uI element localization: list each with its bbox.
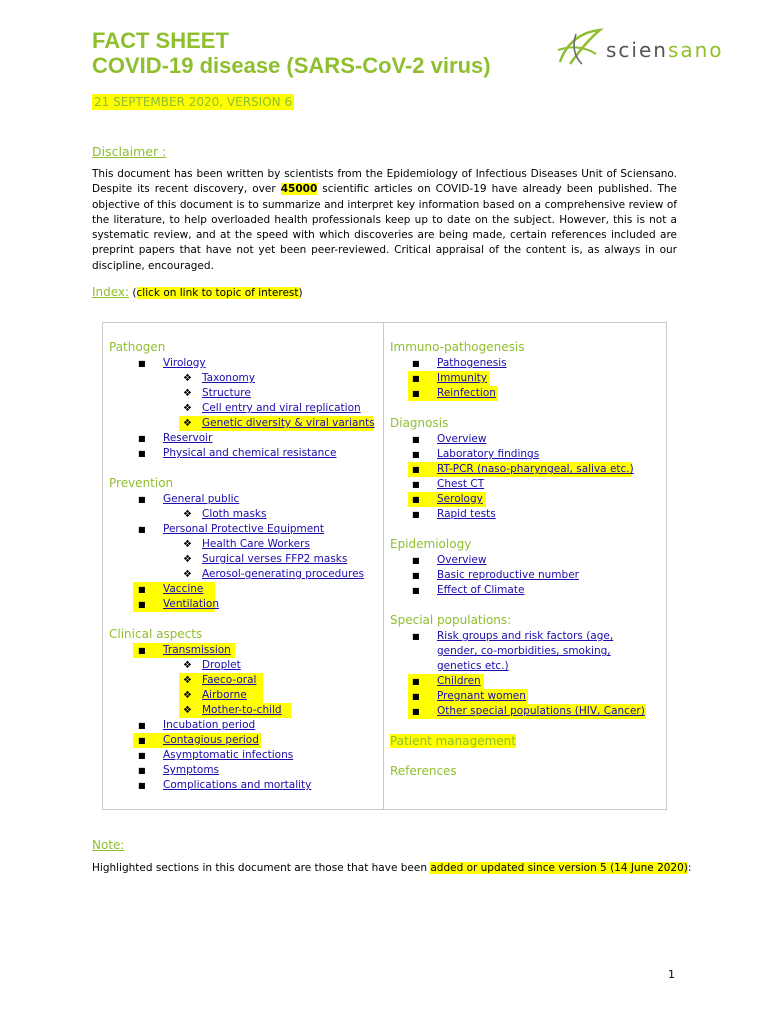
toc-link-label[interactable]: Serology <box>437 493 483 505</box>
disclaimer-text-part1: This document has been written by scientists from the Epidemiology of Infectious Diseases Unit of Sciensano. Despite its recent discovery, over <box>92 168 677 196</box>
toc-link-structure[interactable] <box>109 386 379 401</box>
toc-link-contagious[interactable] <box>109 733 379 748</box>
toc-link-label[interactable]: Cell entry and viral replication <box>202 402 361 414</box>
toc-heading-pathogen: Pathogen <box>109 340 166 354</box>
disclaimer-text <box>92 167 677 274</box>
toc-link-ventilation[interactable] <box>109 597 379 612</box>
toc-link-label[interactable]: Cloth masks <box>202 508 267 520</box>
toc-link-label[interactable]: Other special populations (HIV, Cancer) <box>437 705 645 717</box>
toc-link-label[interactable]: Pathogenesis <box>437 357 507 369</box>
toc-right-column <box>390 339 660 780</box>
toc-link-label[interactable]: Pregnant women <box>437 690 526 702</box>
square-bullet-icon: ■ <box>138 600 146 609</box>
index-paren-open: ( <box>129 287 137 299</box>
toc-link-label[interactable]: Incubation period <box>163 719 256 731</box>
toc-link-label[interactable]: Reinfection <box>437 387 496 399</box>
sciensano-leaf-logo-icon <box>556 24 606 68</box>
toc-link-cloth-masks[interactable] <box>109 507 379 522</box>
toc-heading-special: Special populations: <box>390 613 512 627</box>
square-bullet-icon: ■ <box>412 632 420 641</box>
toc-link-label[interactable]: Symptoms <box>163 764 220 776</box>
toc-link-surgical-ffp2[interactable] <box>109 552 379 567</box>
note-heading: Note: <box>92 838 125 852</box>
toc-link-epi-overview[interactable] <box>390 553 660 568</box>
toc-link-mother-child[interactable] <box>109 703 379 718</box>
square-bullet-icon: ■ <box>412 707 420 716</box>
toc-heading-immuno: Immuno-pathogenesis <box>390 340 525 354</box>
diamond-bullet-icon: ❖ <box>183 388 192 399</box>
toc-link-r0[interactable] <box>390 568 660 583</box>
square-bullet-icon: ■ <box>138 585 146 594</box>
index-label: Index: <box>92 285 130 299</box>
toc-link-label[interactable]: Transmission <box>163 644 231 656</box>
disclaimer-text-part2: scientific articles on COVID-19 have already been published. The objective of this document is to summarize and interpret key information based on a comprehensive review of the literature, to help overloaded health professionals keep up to date on the subject. However, this is not a systematic review, and at the speed with which discoveries are being made, certain references included are preprint papers that have not yet been peer-reviewed. Critical appraisal of the content is, as always in our discipline, encouraged. <box>92 183 677 272</box>
square-bullet-icon: ■ <box>412 510 420 519</box>
toc-link-label[interactable]: Vaccine <box>163 583 204 595</box>
toc-link-complications[interactable] <box>109 778 379 793</box>
square-bullet-icon: ■ <box>412 389 420 398</box>
toc-divider <box>383 322 384 809</box>
toc-link-label[interactable]: Health Care Workers <box>202 538 310 550</box>
toc-link-cell-entry[interactable] <box>109 401 379 416</box>
toc-link-climate[interactable] <box>390 583 660 598</box>
toc-link-aerosol[interactable] <box>109 567 379 582</box>
toc-link-general-public[interactable] <box>109 492 379 507</box>
document-title <box>92 28 491 78</box>
toc-link-label[interactable]: Airborne <box>202 689 247 701</box>
toc-link-label[interactable]: Rapid tests <box>437 508 496 520</box>
toc-link-label[interactable]: Aerosol-generating procedures <box>202 568 364 580</box>
toc-link-label[interactable]: Children <box>437 675 481 687</box>
square-bullet-icon: ■ <box>138 781 146 790</box>
square-bullet-icon: ■ <box>412 556 420 565</box>
square-bullet-icon: ■ <box>412 450 420 459</box>
diamond-bullet-icon: ❖ <box>183 660 192 671</box>
note-text-part1: Highlighted sections in this document are those that have been <box>92 862 431 874</box>
toc-heading-epidemiology: Epidemiology <box>390 537 472 551</box>
toc-link-reinfection[interactable] <box>390 386 660 401</box>
toc-link-hcw[interactable] <box>109 537 379 552</box>
toc-link-label[interactable]: Virology <box>163 357 206 369</box>
note-text <box>92 862 691 874</box>
toc-link-label[interactable]: Chest CT <box>437 478 485 490</box>
toc-link-asymptomatic[interactable] <box>109 748 379 763</box>
toc-link-label[interactable]: Overview <box>437 554 487 566</box>
toc-link-label[interactable]: Structure <box>202 387 251 399</box>
toc-link-rtpcr[interactable] <box>390 462 660 477</box>
toc-link-lab[interactable] <box>390 447 660 462</box>
square-bullet-icon: ■ <box>412 495 420 504</box>
toc-link-virology[interactable] <box>109 356 379 371</box>
square-bullet-icon: ■ <box>138 736 146 745</box>
toc-link-ppe[interactable] <box>109 522 379 537</box>
diamond-bullet-icon: ❖ <box>183 509 192 520</box>
toc-link-diag-overview[interactable] <box>390 432 660 447</box>
toc-heading-prevention: Prevention <box>109 476 174 490</box>
toc-link-label[interactable]: Surgical verses FFP2 masks <box>202 553 348 565</box>
title-line-2: COVID-19 disease (SARS-CoV-2 virus) <box>92 53 491 78</box>
toc-heading-references[interactable]: References <box>390 764 457 778</box>
toc-left-column <box>109 339 379 793</box>
toc-link-label[interactable]: Personal Protective Equipment <box>163 523 325 535</box>
toc-link-pregnant[interactable] <box>390 689 660 704</box>
toc-link-faeco-oral[interactable] <box>109 673 379 688</box>
toc-link-label[interactable]: Overview <box>437 433 487 445</box>
disclaimer-heading: Disclaimer : <box>92 144 167 159</box>
square-bullet-icon: ■ <box>412 359 420 368</box>
toc-link-pathogenesis[interactable] <box>390 356 660 371</box>
toc-link-label[interactable]: Physical and chemical resistance <box>163 447 337 459</box>
sciensano-logo <box>556 24 736 68</box>
toc-link-label[interactable]: Basic reproductive number <box>437 569 579 581</box>
toc-link-taxonomy[interactable] <box>109 371 379 386</box>
square-bullet-icon: ■ <box>138 721 146 730</box>
toc-link-droplet[interactable] <box>109 658 379 673</box>
toc-link-label[interactable]: Asymptomatic infections <box>163 749 294 761</box>
diamond-bullet-icon: ❖ <box>183 539 192 550</box>
toc-heading-patient-management[interactable] <box>390 733 660 749</box>
diamond-bullet-icon: ❖ <box>183 569 192 580</box>
square-bullet-icon: ■ <box>138 495 146 504</box>
logo-text-a: scien <box>606 38 668 62</box>
toc-link-other-special[interactable] <box>390 704 660 719</box>
toc-link-label[interactable]: Taxonomy <box>202 372 255 384</box>
toc-link-label[interactable]: General public <box>163 493 240 505</box>
toc-link-label[interactable]: Complications and mortality <box>163 779 312 791</box>
square-bullet-icon: ■ <box>138 646 146 655</box>
square-bullet-icon: ■ <box>138 434 146 443</box>
diamond-bullet-icon: ❖ <box>183 418 192 429</box>
toc-link-genetic-diversity[interactable] <box>109 416 379 431</box>
toc-link-airborne[interactable] <box>109 688 379 703</box>
toc-link-serology[interactable] <box>390 492 660 507</box>
toc-link-incubation[interactable] <box>109 718 379 733</box>
index-paren-close: ) <box>298 287 303 299</box>
toc-link-children[interactable] <box>390 674 660 689</box>
square-bullet-icon: ■ <box>412 586 420 595</box>
toc-heading-clinical: Clinical aspects <box>109 627 203 641</box>
index-note: click on link to topic of interest <box>136 287 299 299</box>
square-bullet-icon: ■ <box>412 374 420 383</box>
toc-link-label[interactable]: Ventilation <box>163 598 219 610</box>
article-count-highlight: 45000 <box>280 183 318 196</box>
patient-management-label[interactable]: Patient management <box>390 734 516 748</box>
diamond-bullet-icon: ❖ <box>183 554 192 565</box>
toc-heading-diagnosis: Diagnosis <box>390 416 449 430</box>
diamond-bullet-icon: ❖ <box>183 403 192 414</box>
square-bullet-icon: ■ <box>412 571 420 580</box>
toc-link-rapid[interactable] <box>390 507 660 522</box>
note-highlight: added or updated since version 5 (14 June 2020) <box>430 862 688 874</box>
index-heading <box>92 285 303 299</box>
toc-link-label[interactable]: Reservoir <box>163 432 213 444</box>
square-bullet-icon: ■ <box>412 677 420 686</box>
page-number: 1 <box>668 968 675 981</box>
toc-link-transmission[interactable] <box>109 643 379 658</box>
toc-link-risk-groups[interactable] <box>390 629 660 674</box>
square-bullet-icon: ■ <box>138 751 146 760</box>
toc-link-label[interactable]: Contagious period <box>163 734 259 746</box>
date-version: 21 SEPTEMBER 2020, VERSION 6 <box>94 95 293 109</box>
square-bullet-icon: ■ <box>138 525 146 534</box>
square-bullet-icon: ■ <box>412 465 420 474</box>
square-bullet-icon: ■ <box>138 359 146 368</box>
square-bullet-icon: ■ <box>138 449 146 458</box>
toc-link-label[interactable]: Risk groups and risk factors (age, gender, co-morbidities, smoking, genetics etc.) <box>437 630 614 672</box>
title-line-1: FACT SHEET <box>92 28 229 53</box>
toc-link-chest-ct[interactable] <box>390 477 660 492</box>
toc-link-label[interactable]: RT-PCR (naso-pharyngeal, saliva etc.) <box>437 463 634 475</box>
toc-link-label[interactable]: Faeco-oral <box>202 674 257 686</box>
square-bullet-icon: ■ <box>412 435 420 444</box>
square-bullet-icon: ■ <box>138 766 146 775</box>
diamond-bullet-icon: ❖ <box>183 690 192 701</box>
toc-link-label[interactable]: Genetic diversity & viral variants <box>202 417 375 429</box>
toc-link-immunity[interactable] <box>390 371 660 386</box>
toc-link-physical-chemical[interactable] <box>109 446 379 461</box>
toc-link-symptoms[interactable] <box>109 763 379 778</box>
toc-link-label[interactable]: Droplet <box>202 659 241 671</box>
toc-link-label[interactable]: Effect of Climate <box>437 584 525 596</box>
diamond-bullet-icon: ❖ <box>183 675 192 686</box>
diamond-bullet-icon: ❖ <box>183 705 192 716</box>
toc-link-label[interactable]: Mother-to-child <box>202 704 282 716</box>
note-text-part2: : <box>687 862 692 874</box>
square-bullet-icon: ■ <box>412 480 420 489</box>
toc-link-vaccine[interactable] <box>109 582 379 597</box>
square-bullet-icon: ■ <box>412 692 420 701</box>
toc-link-label[interactable]: Laboratory findings <box>437 448 540 460</box>
toc-link-reservoir[interactable] <box>109 431 379 446</box>
diamond-bullet-icon: ❖ <box>183 373 192 384</box>
logo-wordmark <box>606 38 724 62</box>
logo-text-b: sano <box>667 38 724 62</box>
toc-link-label[interactable]: Immunity <box>437 372 488 384</box>
